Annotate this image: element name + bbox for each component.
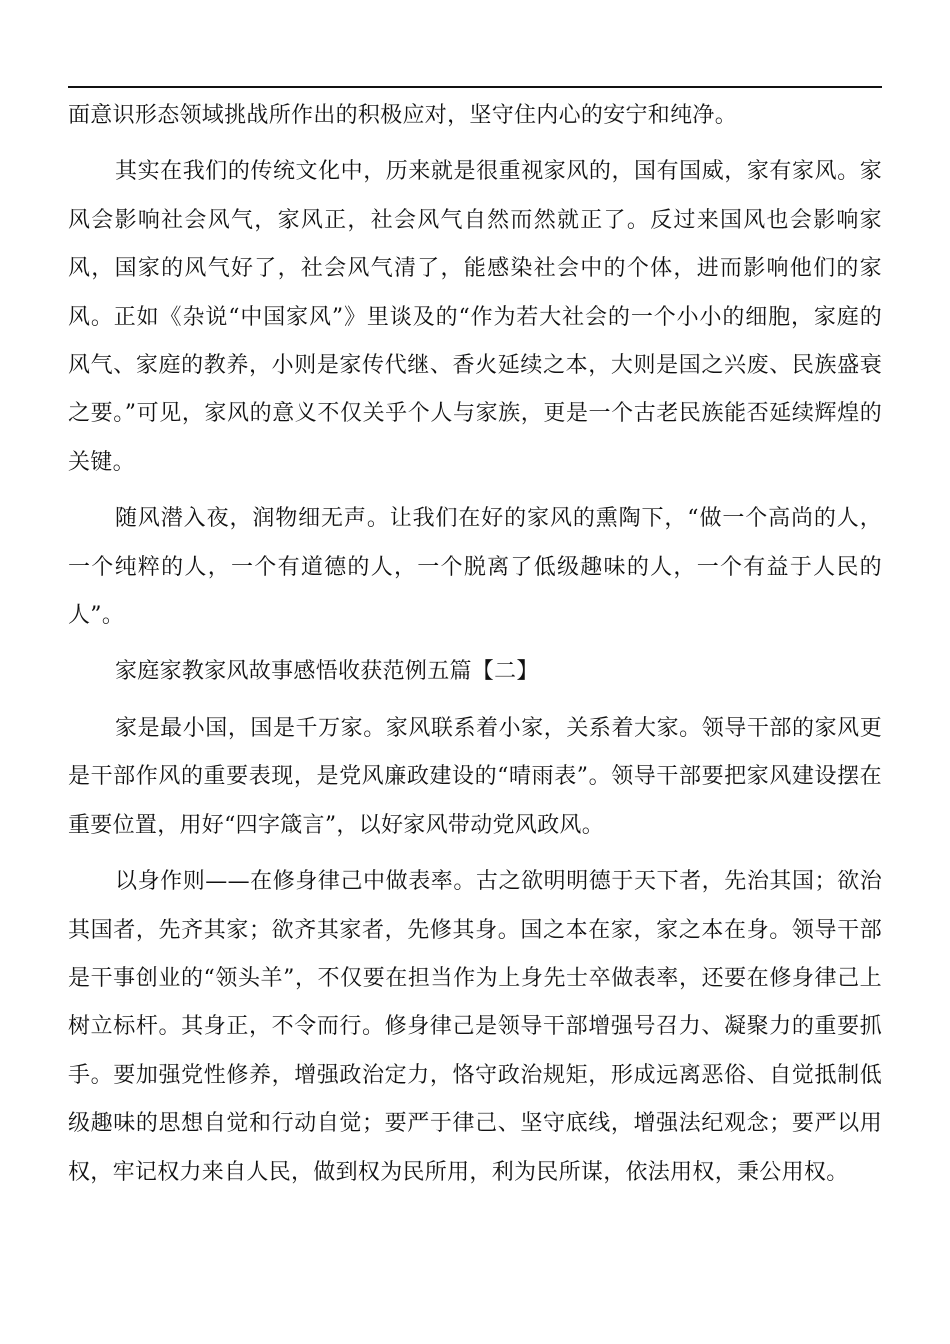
paragraph-influence: 随风潜入夜，润物细无声。让我们在好的家风的熏陶下，“做一个高尚的人，一个纯粹的人，一个有道德的人，一个脱离了低级趣味的人，一个有益于人民的人”。 [68,506,882,629]
paragraph-continuation: 面意识形态领域挑战所作出的积极应对，坚守住内心的安宁和纯净。 [68,103,738,128]
paragraph-lead-by-example: 以身作则——在修身律己中做表率。古之欲明明德于天下者，先治其国；欲治其国者，先齐其家；欲齐其家者，先修其身。国之本在家，家之本在身。领导干部是干事创业的“领头羊”，不仅要在担当作为上身先士卒做表率，还要在修身律己上树立标杆。其身正，不令而行。修身律己是领导干部增强号召力、凝聚力的重要抓手。要加强党性修养，增强政治定力，恪守政治规矩，形成远离恶俗、自觉抵制低级趣味的思想自觉和行动自觉；要严于律己、坚守底线，增强法纪观念；要严以用权，牢记权力来自人民，做到权为民所用，利为民所谋，依法用权，秉公用权。 [68,869,882,1185]
paragraph-family-tradition: 其实在我们的传统文化中，历来就是很重视家风的，国有国威，家有家风。家风会影响社会风气，家风正，社会风气自然而然就正了。反过来国风也会影响家风，国家的风气好了，社会风气清了，能感染社会中的个体，进而影响他们的家风。正如《杂说“中国家风”》里谈及的“作为若大社会的一个小小的细胞，家庭的风气、家庭的教养，小则是家传代继、香火延续之本，大则是国之兴废、民族盛衰之要。”可见，家风的意义不仅关乎个人与家族，更是一个古老民族能否延续辉煌的关键。 [68,159,882,475]
document-body [68,92,882,1205]
paragraph-leadership-family: 家是最小国，国是千万家。家风联系着小家，关系着大家。领导干部的家风更是干部作风的重要表现，是党风廉政建设的“晴雨表”。领导干部要把家风建设摆在重要位置，用好“四字箴言”，以好家风带动党风政风。 [68,715,882,838]
header-rule [68,86,882,88]
section-heading: 家庭家教家风故事感悟收获范例五篇【二】 [115,659,539,685]
